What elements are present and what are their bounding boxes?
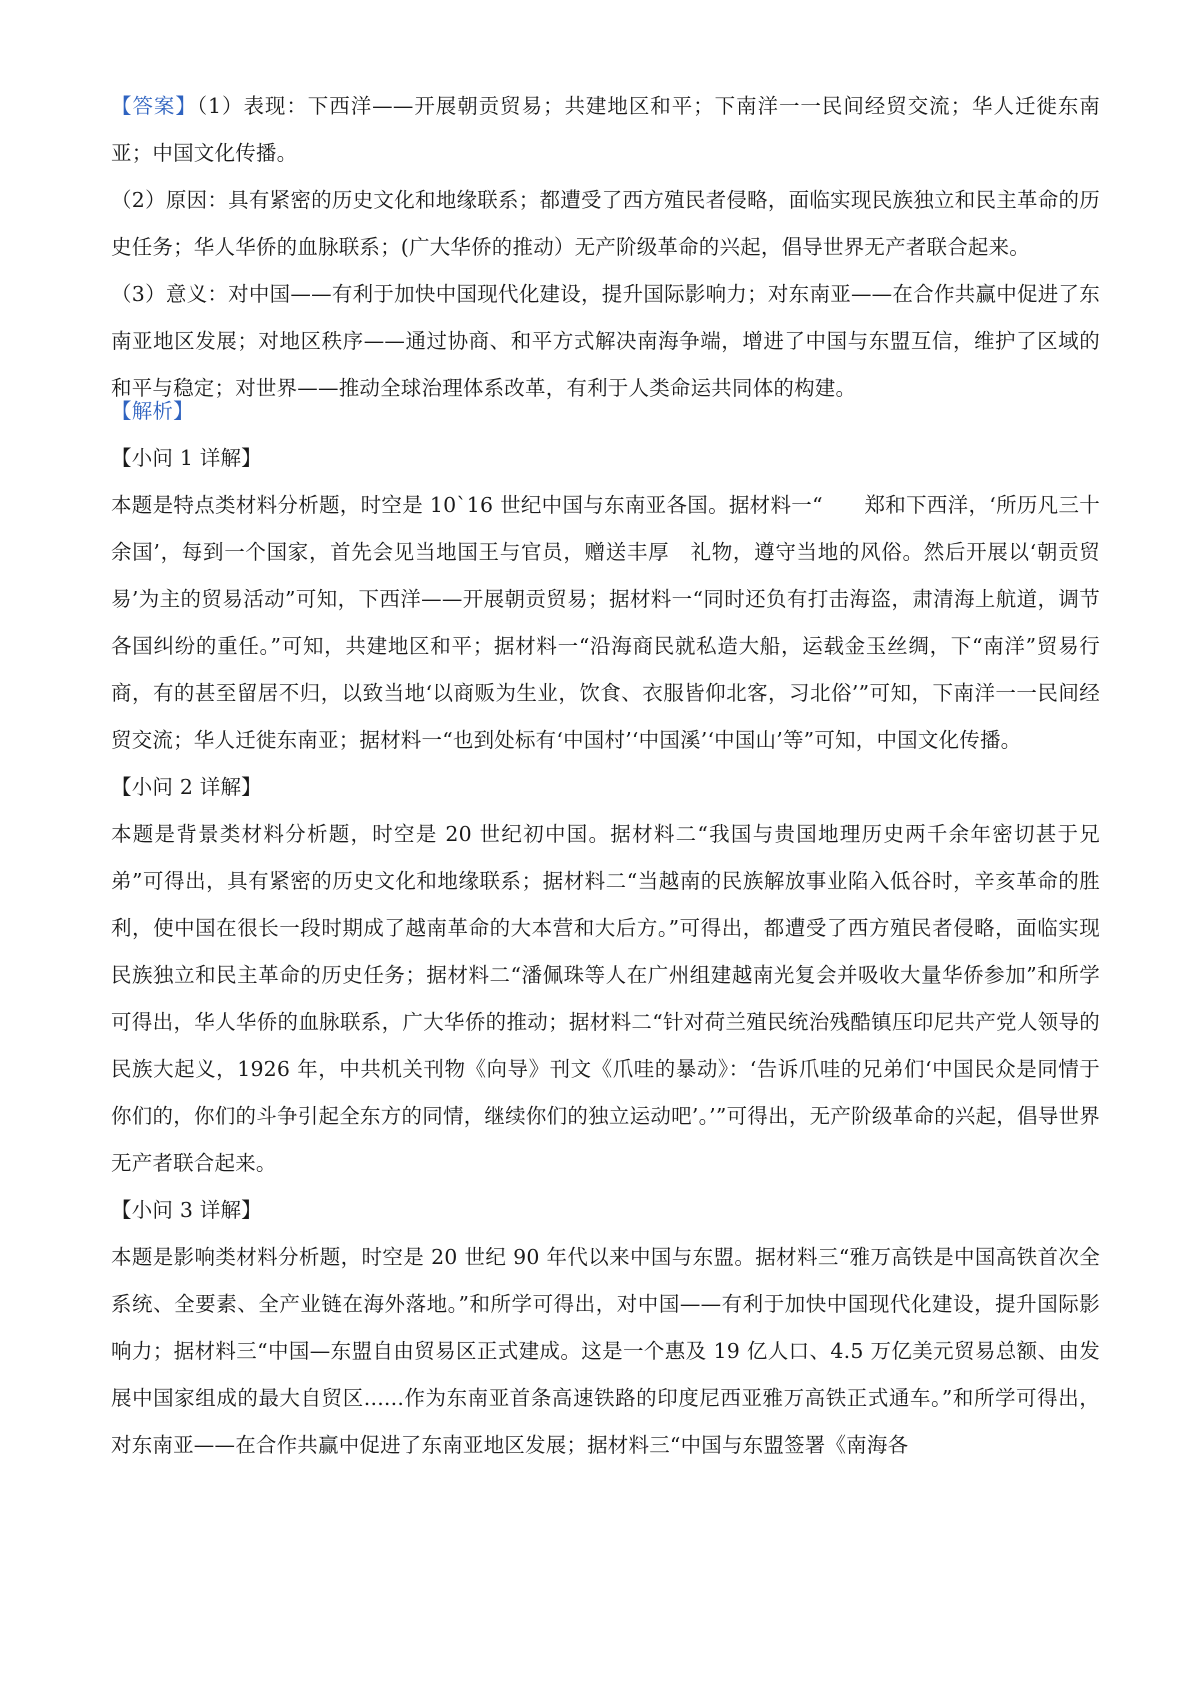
answer-section	[111, 83, 1100, 412]
subquestion-1-title: 【小问 1 详解】	[111, 446, 262, 470]
analysis-section	[111, 388, 1100, 1469]
subquestion-3-title: 【小问 3 详解】	[111, 1198, 262, 1222]
answer-q2: （2）原因：具有紧密的历史文化和地缘联系；都遭受了西方殖民者侵略，面临实现民族独立和民主革命的历史任务；华人华侨的血脉联系；(广大华侨的推动）无产阶级革命的兴起，倡导世界无产者联合起来。	[111, 188, 1100, 259]
answer-tag: 【答案】	[111, 94, 197, 118]
answer-q1-text: （1）表现：下西洋——开展朝贡贸易；共建地区和平；下南洋一一民间经贸交流；华人迁徙东南亚；中国文化传播。	[111, 94, 1100, 165]
analysis-tag: 【解析】	[111, 399, 194, 423]
subquestion-1-body: 本题是特点类材料分析题，时空是 10`16 世纪中国与东南亚各国。据材料一“ 郑和下西洋，‘所历凡三十余国’，每到一个国家，首先会见当地国王与官员，赠送丰厚 礼物，遵守当地的风俗。然后开展以‘朝贡贸易’为主的贸易活动”可知，下西洋——开展朝贡贸易；据材料一“同时还负有打击海盗，肃清海上航道，调节各国纠纷的重任。”可知，共建地区和平；据材料一“沿海商民就私造大船，运载金玉丝绸，下“南洋”贸易行商，有的甚至留居不归，以致当地‘以商贩为生业，饮食、衣服皆仰北客，习北俗’”可知，下南洋一一民间经贸交流；华人迁徙东南亚；据材料一“也到处标有‘中国村’‘中国溪’‘中国山’等”可知，中国文化传播。	[111, 493, 1100, 752]
subquestion-3-body: 本题是影响类材料分析题，时空是 20 世纪 90 年代以来中国与东盟。据材料三“雅万高铁是中国高铁首次全系统、全要素、全产业链在海外落地。”和所学可得出，对中国——有利于加快中国现代化建设，提升国际影响力；据材料三“中国—东盟自由贸易区正式建成。这是一个惠及 19 亿人口、4.5 万亿美元贸易总额、由发展中国家组成的最大自贸区......作为东南亚首条高速铁路的印度尼西亚雅万高铁正式通车。”和所学可得出，对东南亚——在合作共赢中促进了东南亚地区发展；据材料三“中国与东盟签署《南海各	[111, 1245, 1100, 1457]
subquestion-2-body: 本题是背景类材料分析题，时空是 20 世纪初中国。据材料二“我国与贵国地理历史两千余年密切甚于兄弟”可得出，具有紧密的历史文化和地缘联系；据材料二“当越南的民族解放事业陷入低谷时，辛亥革命的胜利，使中国在很长一段时期成了越南革命的大本营和大后方。”可得出，都遭受了西方殖民者侵略，面临实现民族独立和民主革命的历史任务；据材料二“潘佩珠等人在广州组建越南光复会并吸收大量华侨参加”和所学可得出，华人华侨的血脉联系，广大华侨的推动；据材料二“针对荷兰殖民统治残酷镇压印尼共产党人领导的民族大起义，1926 年，中共机关刊物《向导》刊文《爪哇的暴动》：‘告诉爪哇的兄弟们‘中国民众是同情于你们的，你们的斗争引起全东方的同情，继续你们的独立运动吧’。’”可得出，无产阶级革命的兴起，倡导世界无产者联合起来。	[111, 822, 1100, 1175]
subquestion-2-title: 【小问 2 详解】	[111, 775, 262, 799]
answer-q3: （3）意义：对中国——有利于加快中国现代化建设，提升国际影响力；对东南亚——在合作共赢中促进了东南亚地区发展；对地区秩序——通过协商、和平方式解决南海争端，增进了中国与东盟互信，维护了区域的和平与稳定；对世界——推动全球治理体系改革，有利于人类命运共同体的构建。	[111, 282, 1100, 400]
answer-q1	[111, 83, 1100, 177]
